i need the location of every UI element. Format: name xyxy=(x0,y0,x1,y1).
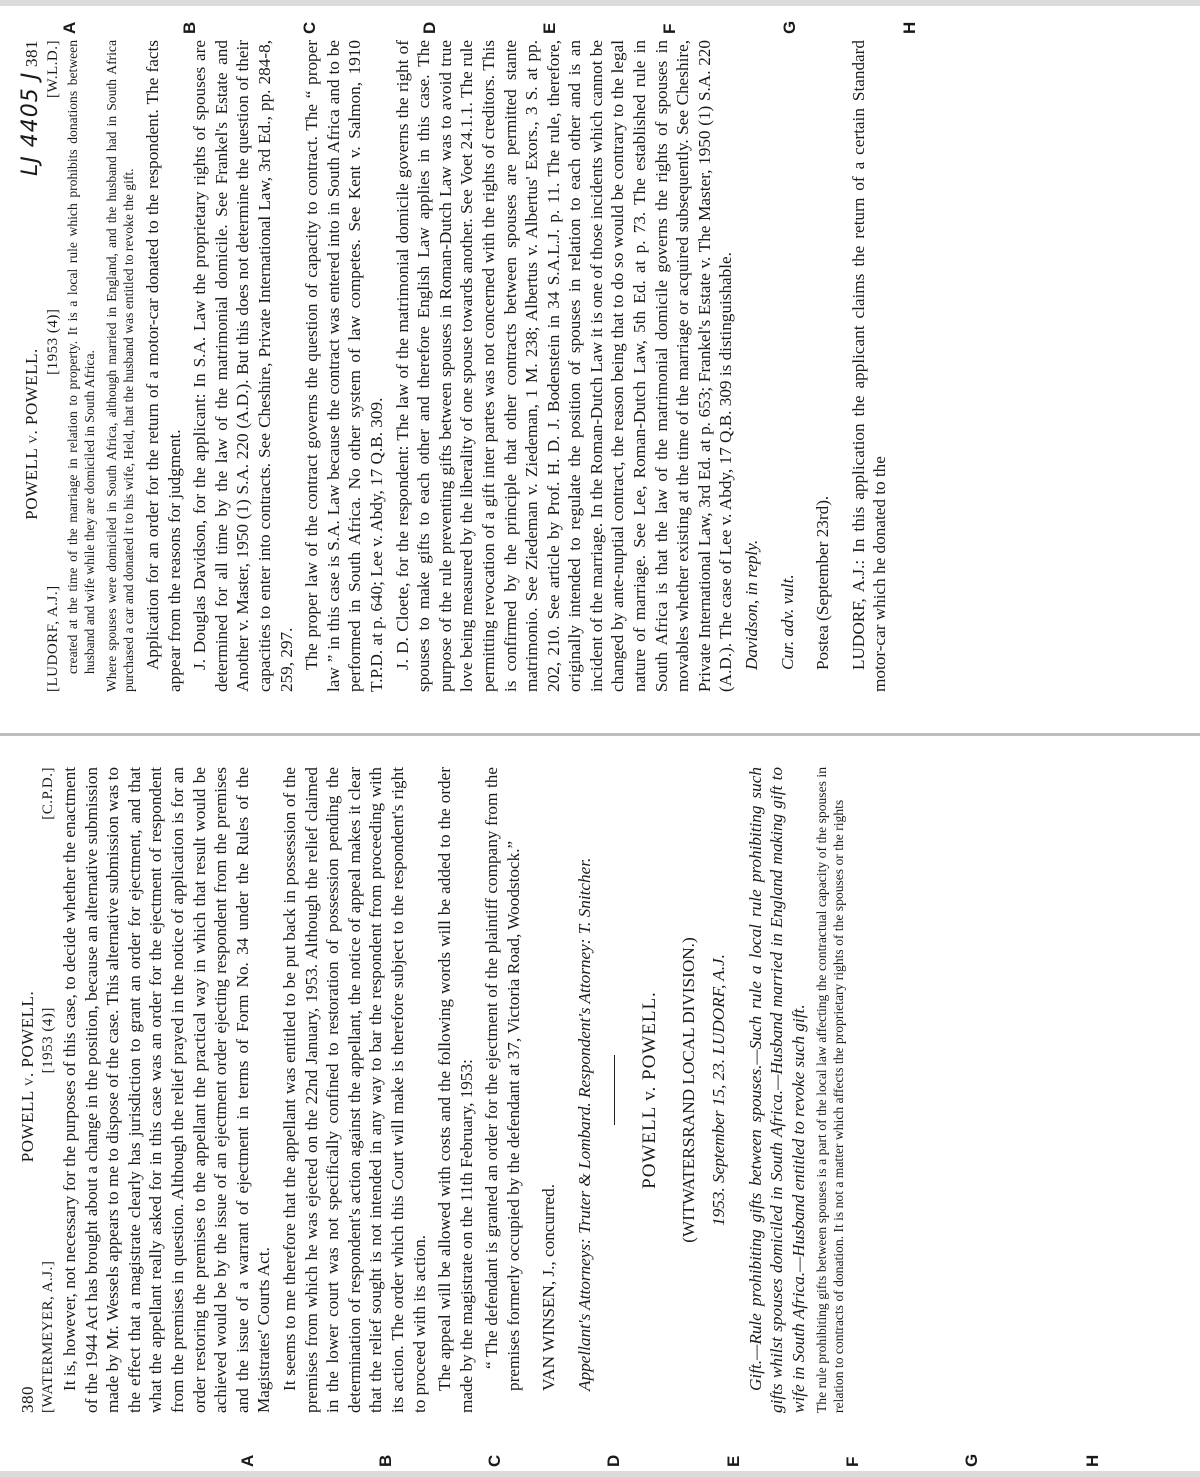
margin-letter: B xyxy=(180,21,199,34)
running-subheader xyxy=(40,767,57,1413)
right-margin-letters xyxy=(0,4,1200,34)
division-tag: [W.L.D.] xyxy=(45,40,61,99)
body-paragraph: Application for an order for the return of a motor-car donated to the respondent. The facts appear from the reasons for judgment. xyxy=(143,40,184,692)
margin-letter: H xyxy=(900,21,919,34)
case-title: POWELL v. POWELL. xyxy=(638,991,660,1189)
division-tag: [C.P.D.] xyxy=(40,767,56,820)
margin-letter: G xyxy=(962,1453,981,1467)
body-paragraph: It seems to me therefore that the appellant was entitled to be put back in possession of the premises from which he was ejected on the 22nd January, 1953. Although the relief claimed in the lower court was not specifically confined to restoration of possession pending the determination of respondent's action against the appellant, the notice of appeal makes it clear that the relief sought is not intended in any way to bar the respondent from proceeding with its action. The order which this Court will make is therefore subject to the respondent's right to proceed with its action. xyxy=(279,767,429,1413)
page-number: 381 xyxy=(22,40,41,67)
running-header xyxy=(18,40,43,692)
reply-note: Davidson, in reply. xyxy=(742,539,762,670)
postea: Postea (September 23rd). xyxy=(813,495,833,670)
margin-letter: C xyxy=(485,1454,504,1467)
body-paragraph: It is, however, not necessary for the purposes of this case, to decide whether the enactment of the 1944 Act has brought about a change in the position, because an alternative submission made by Mr. Wessels appears to me to dispose of the case. This alternative submission was to the effect that a magistrate clearly has jurisdiction to grant an order for ejectment, and that what the appellant really asked for in this case was an order for the ejectment of respondent from the premises in question. Although the relief prayed in the notice of application is for an order restoring the premises to the appellant the practical way in which that result would be achieved would be by the issue of an ejectment order ejecting respondent from the premises and the issue of a warrant of ejectment in terms of Form No. 34 under the Rules of the Magistrates' Courts Act. xyxy=(60,767,274,1413)
hearing-dates: 1953. September 15, 23. LUDORF, A.J. xyxy=(708,954,728,1226)
margin-letter: B xyxy=(376,1454,395,1467)
running-subheader xyxy=(45,40,62,692)
order-quote: “ The defendant is granted an order for the ejectment of the plaintiff company from the premises formerly occupied by the defendant at 37, Victoria Road, Woodstock.” xyxy=(482,767,523,1391)
margin-letter: D xyxy=(420,21,439,34)
cur-adv-vult: Cur. adv. vult. xyxy=(777,574,797,670)
margin-letter: E xyxy=(724,1455,743,1467)
margin-letter: F xyxy=(843,1456,862,1467)
holding: Where spouses were domiciled in South Africa, although married in England, and the husband had in South Africa purchased a car and donated it to his wife, Held, that the husband was entitled to revoke the gift. xyxy=(104,40,136,692)
margin-letter: C xyxy=(300,21,319,34)
judgment-start: LUDORF, A.J.: In this application the applicant claims the return of a certain Standard motor-car which he donated to the xyxy=(848,40,890,692)
headnote-continued: created at the time of the marriage in relation to property. It is a local rule which prohibits donations between husband and wife while they are domiciled in South Africa. xyxy=(65,40,97,674)
body-paragraph: The proper law of the contract governs the question of capacity to contract. The “ proper law ” in this case is S.A. Law because the contract was entered into in South Africa and to be performed in South Africa. No other system of law competes. See Kent v. Salmon, 1910 T.P.D. at p. 640; Lee v. Abdy, 17 Q.B. 309. xyxy=(302,40,386,692)
headnote-text: The rule prohibiting gifts between spouses is a part of the local law affecting the contractual capacity of the spouses in relation to contracts of donation. It is not a matter which affects the proprietary rights of the spouses or the rights xyxy=(814,767,847,1413)
body-paragraph: J. D. Cloete, for the respondent: The law of the matrimonial domicile governs the right of spouses to make gifts to each other and therefore English Law applies in this case. The purpose of the rule preventing gifts between spouses in Roman-Dutch Law was to avoid true love being measured by the liberality of one spouse towards another. See Voet 24.1.1. The rule permitting revocation of a gift inter partes was not concerned with the rights of creditors. This is confirmed by the principle that other contracts between spouses are permitted stante matrimonio. See Ziedeman v. Ziedeman, 1 M. 238; Albertus v. Albertus' Exors., 3 S. at pp. 202, 210. See article by Prof. H. D. J. Bodenstein in 34 S.A.L.J. p. 11. The rule, therefore, originally intended to regulate the position of spouses in relation to each other and is an incident of the marriage. In the Roman-Dutch Law it is one of those incidents which cannot be changed by ante-nuptial contract, the reason being that to do so would be contrary to the legal nature of marriage. See Lee, Roman-Dutch Law, 5th Ed. at p. 73. The established rule in South Africa is that the law of the matrimonial domicile governs the rights of spouses in movables whether existing at the time of the marriage or acquired subsequently. See Cheshire, Private International Law, 3rd Ed. at p. 653; Frankel's Estate v. The Master, 1950 (1) S.A. 220 (A.D.). The case of Lee v. Abdy, 17 Q.B. 309 is distinguishable. xyxy=(392,40,736,692)
attorneys: Appellant's Attorneys: Truter & Lombard. Respondent's Attorney: T. Snitcher. xyxy=(575,857,595,1391)
margin-letter: H xyxy=(1083,1454,1102,1467)
right-page xyxy=(0,0,1200,732)
page-edge-right xyxy=(0,0,1200,6)
page-number: 380 xyxy=(18,1386,37,1413)
headnote: Gift.—Rule prohibiting gifts between spouses.—Such rule a local rule prohibiting such gifts whilst spouses domiciled in South Africa.—Husband married in England making gift to wife in South Africa.—Husband entitled to revoke such gift. xyxy=(745,767,808,1413)
judge-tag: [WATERMEYER, A.J.] xyxy=(40,1260,56,1413)
handwritten-reference: LJ 4405 J xyxy=(18,71,43,176)
running-header xyxy=(18,767,38,1413)
margin-letter: G xyxy=(780,20,799,34)
margin-letter: F xyxy=(660,23,679,34)
court-division: (WITWATERSRAND LOCAL DIVISION.) xyxy=(678,937,698,1243)
running-title: POWELL v. POWELL. xyxy=(22,348,41,520)
body-paragraph: The appeal will be allowed with costs and the following words will be added to the order made by the magistrate on the 11th February, 1953: xyxy=(435,767,476,1413)
margin-letter: A xyxy=(238,1454,257,1467)
separator-rule xyxy=(614,1055,615,1125)
citation: [1953 (4)] xyxy=(40,1007,56,1074)
left-page xyxy=(0,737,1200,1477)
concurrence: VAN WINSEN, J., concurred. xyxy=(539,1183,559,1391)
body-paragraph: J. Douglas Davidson, for the applicant: In S.A. Law the proprietary rights of spouses are determined for all time by the law of the matrimonial domicile. See Frankel's Estate and Another v. Master, 1950 (1) S.A. 220 (A.D.). But this does not determine the question of their capacities to enter into contracts. See Cheshire, Private International Law, 3rd Ed., pp. 284-8, 259, 297. xyxy=(190,40,296,692)
margin-letter: E xyxy=(540,22,559,34)
page-gutter xyxy=(0,733,1200,736)
judge-tag: [LUDORF, A.J.] xyxy=(45,585,61,692)
margin-letter: D xyxy=(604,1454,623,1467)
margin-letter: A xyxy=(60,21,79,34)
running-title: POWELL v. POWELL. xyxy=(18,990,37,1163)
citation: [1953 (4)] xyxy=(45,308,61,375)
left-margin-letters xyxy=(0,1437,1200,1467)
